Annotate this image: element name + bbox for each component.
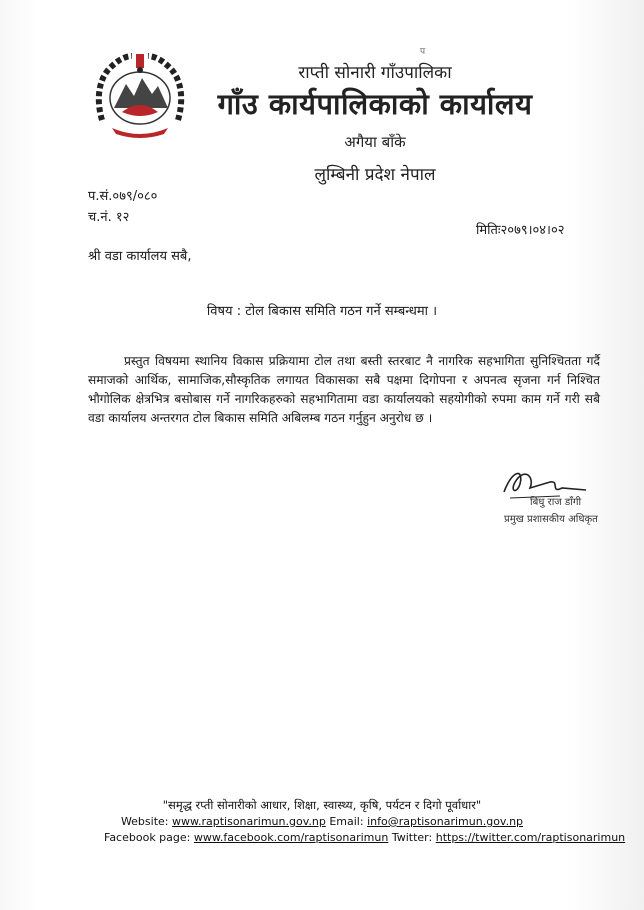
footer-contact-line (0, 815, 644, 828)
website-link[interactable]: www.raptisonarimun.gov.np (172, 815, 326, 828)
addressee: श्री वडा कार्यालय सबै, (88, 249, 192, 264)
footer-slogan: "समृद्ध रप्ती सोनारीको आधार, शिक्षा, स्वास्थ्य, कृषि, पर्यटन र दिगो पूर्वाधार" (162, 798, 482, 812)
nepal-emblem-icon (92, 50, 188, 140)
letter-date: मितिः२०७९।०४।०२ (476, 223, 565, 238)
office-title: गाँउ कार्यपालिकाको कार्यालय (217, 87, 533, 121)
email-label: Email: (329, 815, 364, 828)
twitter-link[interactable]: https://twitter.com/raptisonarimun (435, 831, 626, 844)
signatory-name: बिधु राज डाँगी (530, 497, 582, 508)
dispatch-number: च.नं. १२ (88, 210, 130, 225)
province-line: लुम्बिनी प्रदेश नेपाल (314, 165, 436, 185)
signatory-title: प्रमुख प्रशासकीय अधिकृत (504, 514, 598, 525)
twitter-label: Twitter: (391, 831, 433, 844)
subject-line: विषय : टोल बिकास समिति गठन गर्ने सम्बन्धमा । (206, 304, 438, 319)
website-label: Website: (120, 815, 169, 828)
office-location: अगैया बाँके (344, 133, 406, 151)
email-link[interactable]: info@raptisonarimun.gov.np (367, 815, 524, 828)
corner-mark: प (420, 47, 426, 57)
footer-social-line (104, 831, 644, 844)
municipality-name: राप्ती सोनारी गाँउपालिका (298, 63, 452, 83)
letter-number: प.सं.०७९/०८० (88, 189, 158, 204)
facebook-label: Facebook page: (104, 831, 191, 844)
facebook-link[interactable]: www.facebook.com/raptisonarimun (193, 831, 389, 844)
letter-body: प्रस्तुत विषयमा स्थानिय विकास प्रक्रियामा टोल तथा बस्ती स्तरबाट नै नागरिक सहभागिता सुनिश्चितता गर्दै समाजको आर्थिक, सामाजिक,सौस्कृतिक लगायत विकासका सबै पक्षमा दिगोपना र अपनत्व सृजना गर्न निश्चित भौगोलिक क्षेत्रभित्र बसोबास गर्ने नागरिकहरुको सहभागितामा वडा कार्यालयको सहयोगीको रुपमा काम गर्ने गरी सबै वडा कार्यालय अन्तरगत टोल बिकास समिति अबिलम्ब गठन गर्नुहुन अनुरोध छ । (88, 354, 600, 425)
